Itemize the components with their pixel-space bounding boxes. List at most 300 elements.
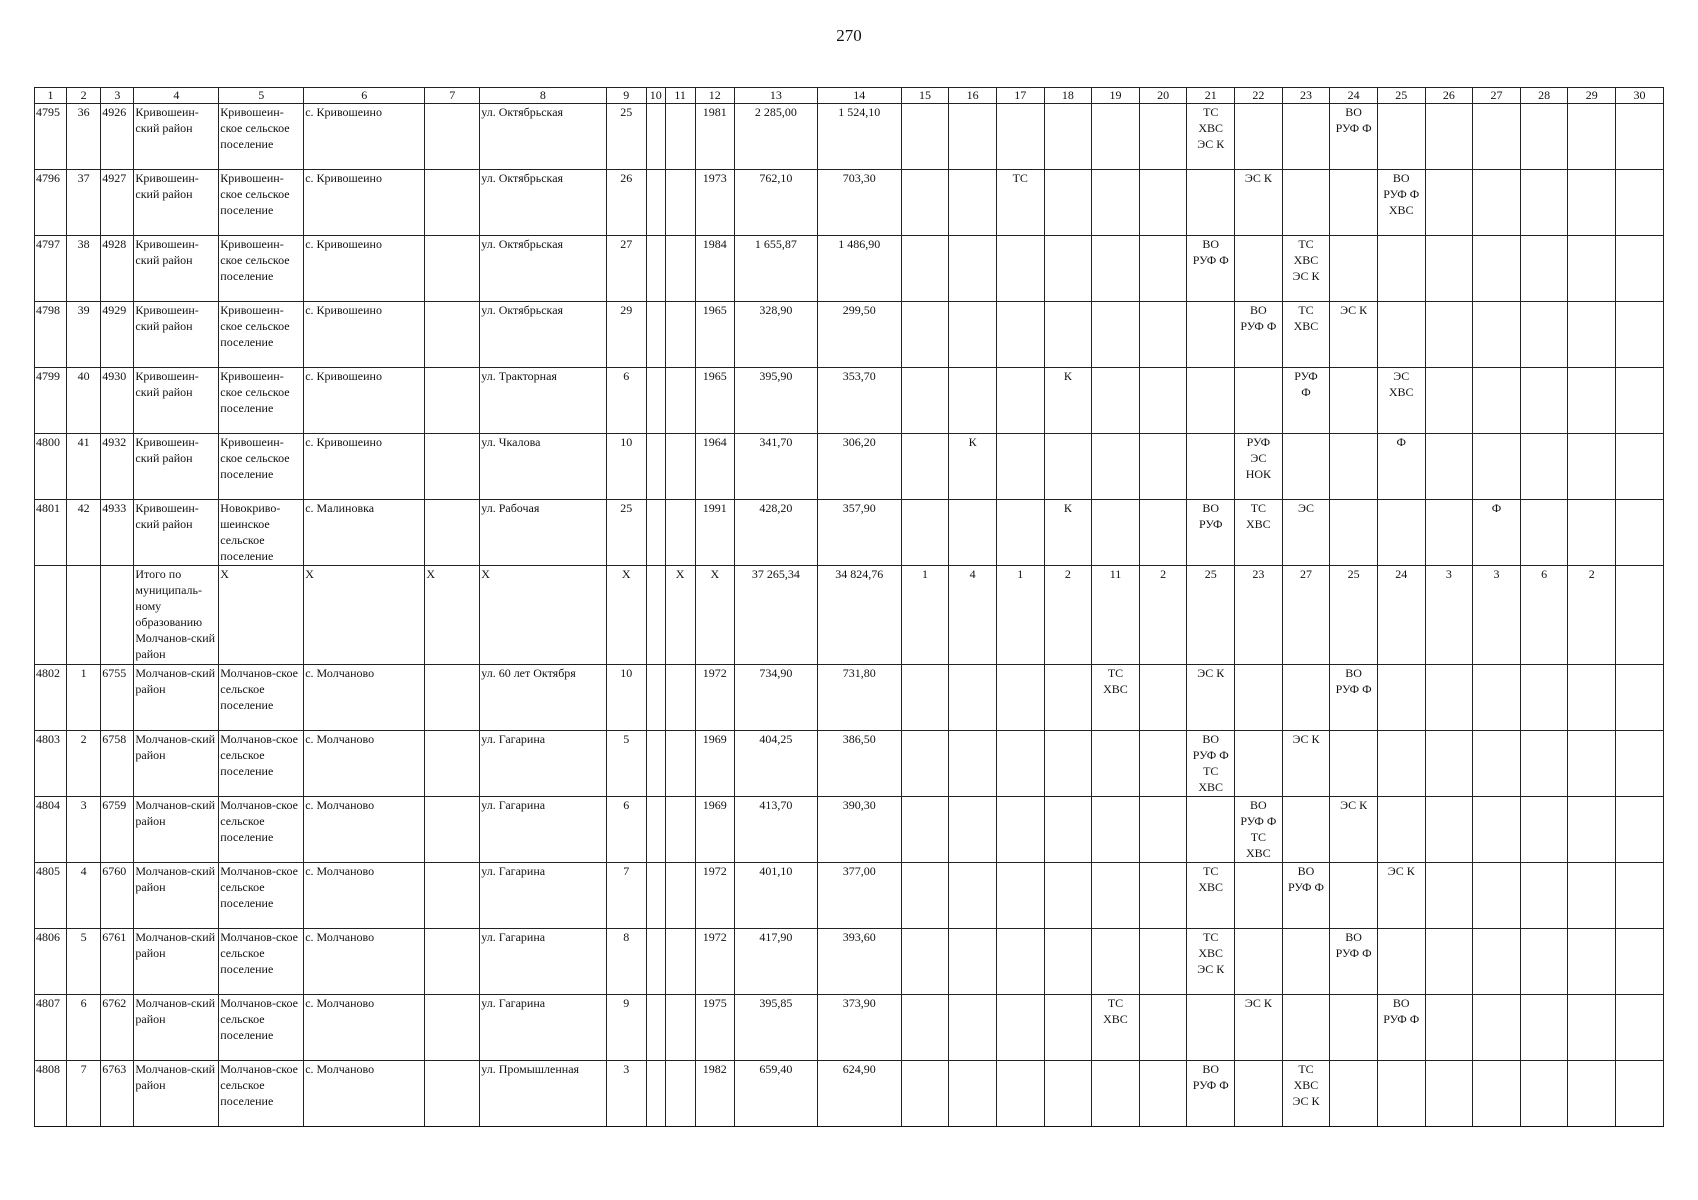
cell-col-15 [901, 665, 949, 731]
cell-col-19 [1092, 104, 1140, 170]
cell-col-12: 1984 [695, 236, 734, 302]
cell-col-12: 1964 [695, 434, 734, 500]
cell-col-7 [425, 665, 480, 731]
cell-col-7 [425, 302, 480, 368]
cell-col-25: Ф [1377, 434, 1425, 500]
cell-col-28 [1520, 995, 1568, 1061]
cell-col-8: ул. Октябрьская [480, 104, 606, 170]
cell-col-12: 1973 [695, 170, 734, 236]
table-row [35, 995, 1664, 1061]
cell-col-5: Молчанов-ское сельское поселение [219, 929, 304, 995]
cell-col-11 [665, 434, 695, 500]
cell-col-13: 341,70 [734, 434, 817, 500]
cell-col-6: с. Молчаново [304, 863, 425, 929]
cell-col-28 [1520, 500, 1568, 566]
cell-col-22 [1235, 731, 1283, 797]
cell-col-2: 38 [67, 236, 101, 302]
cell-col-5: Молчанов-ское сельское поселение [219, 1061, 304, 1127]
cell-col-3: 4928 [101, 236, 134, 302]
cell-col-9: 7 [606, 863, 646, 929]
cell-col-5: Кривошеин-ское сельское поселение [219, 170, 304, 236]
cell-col-29 [1568, 368, 1616, 434]
cell-col-1: 4798 [35, 302, 67, 368]
cell-col-24 [1330, 434, 1378, 500]
cell-col-28 [1520, 170, 1568, 236]
cell-col-6: с. Малиновка [304, 500, 425, 566]
table-row [35, 731, 1664, 797]
cell-col-24 [1330, 368, 1378, 434]
cell-col-3: 4933 [101, 500, 134, 566]
cell-col-29 [1568, 797, 1616, 863]
cell-col-15 [901, 104, 949, 170]
column-header-5: 5 [219, 88, 304, 104]
cell-col-27 [1473, 929, 1521, 995]
cell-col-1: 4802 [35, 665, 67, 731]
cell-col-16 [949, 731, 997, 797]
cell-col-8: ул. 60 лет Октября [480, 665, 606, 731]
cell-col-18 [1044, 929, 1092, 995]
cell-col-11: Х [665, 566, 695, 665]
cell-col-7 [425, 1061, 480, 1127]
cell-col-2: 41 [67, 434, 101, 500]
cell-col-4: Кривошеин-ский район [134, 104, 219, 170]
cell-col-20 [1139, 665, 1187, 731]
cell-col-16 [949, 797, 997, 863]
cell-col-20 [1139, 368, 1187, 434]
cell-col-22 [1235, 929, 1283, 995]
table-row [35, 929, 1664, 995]
cell-col-9: 29 [606, 302, 646, 368]
cell-col-8: ул. Тракторная [480, 368, 606, 434]
cell-col-6: с. Молчаново [304, 665, 425, 731]
cell-col-27 [1473, 434, 1521, 500]
cell-col-23 [1282, 929, 1330, 995]
cell-col-9: Х [606, 566, 646, 665]
cell-col-1: 4805 [35, 863, 67, 929]
cell-col-22: РУФ ЭС НОК [1235, 434, 1283, 500]
cell-col-20 [1139, 797, 1187, 863]
cell-col-20 [1139, 863, 1187, 929]
cell-col-15 [901, 302, 949, 368]
cell-col-16 [949, 500, 997, 566]
cell-col-4: Молчанов-ский район [134, 665, 219, 731]
cell-col-20 [1139, 995, 1187, 1061]
column-header-28: 28 [1520, 88, 1568, 104]
cell-col-28: 6 [1520, 566, 1568, 665]
cell-col-25 [1377, 302, 1425, 368]
cell-col-27 [1473, 170, 1521, 236]
cell-col-26 [1425, 104, 1473, 170]
cell-col-28 [1520, 797, 1568, 863]
cell-col-17 [996, 995, 1044, 1061]
cell-col-3 [101, 566, 134, 665]
column-header-9: 9 [606, 88, 646, 104]
cell-col-19 [1092, 797, 1140, 863]
cell-col-28 [1520, 368, 1568, 434]
cell-col-4: Молчанов-ский район [134, 929, 219, 995]
cell-col-24: ВО РУФ Ф [1330, 665, 1378, 731]
cell-col-12: 1991 [695, 500, 734, 566]
cell-col-29 [1568, 170, 1616, 236]
cell-col-25 [1377, 1061, 1425, 1127]
cell-col-26 [1425, 797, 1473, 863]
cell-col-8: ул. Гагарина [480, 863, 606, 929]
cell-col-4: Молчанов-ский район [134, 995, 219, 1061]
cell-col-10 [646, 368, 665, 434]
cell-col-13: 404,25 [734, 731, 817, 797]
cell-col-17 [996, 434, 1044, 500]
cell-col-24 [1330, 500, 1378, 566]
cell-col-1: 4803 [35, 731, 67, 797]
cell-col-28 [1520, 863, 1568, 929]
cell-col-9: 27 [606, 236, 646, 302]
cell-col-9: 26 [606, 170, 646, 236]
cell-col-13: 328,90 [734, 302, 817, 368]
register-table [34, 87, 1664, 1127]
cell-col-29 [1568, 236, 1616, 302]
cell-col-18 [1044, 302, 1092, 368]
cell-col-2: 4 [67, 863, 101, 929]
cell-col-12: 1972 [695, 665, 734, 731]
cell-col-30 [1616, 731, 1664, 797]
cell-col-18: К [1044, 368, 1092, 434]
cell-col-27 [1473, 236, 1521, 302]
cell-col-10 [646, 302, 665, 368]
cell-col-22 [1235, 863, 1283, 929]
cell-col-12: 1975 [695, 995, 734, 1061]
cell-col-3: 4929 [101, 302, 134, 368]
cell-col-30 [1616, 566, 1664, 665]
cell-col-26: 3 [1425, 566, 1473, 665]
cell-col-26 [1425, 929, 1473, 995]
cell-col-21: ВО РУФ [1187, 500, 1235, 566]
cell-col-6: с. Кривошеино [304, 302, 425, 368]
cell-col-7 [425, 434, 480, 500]
cell-col-20 [1139, 731, 1187, 797]
cell-col-26 [1425, 302, 1473, 368]
column-header-18: 18 [1044, 88, 1092, 104]
cell-col-5: Кривошеин-ское сельское поселение [219, 368, 304, 434]
cell-col-4: Молчанов-ский район [134, 863, 219, 929]
column-header-11: 11 [665, 88, 695, 104]
cell-col-19 [1092, 731, 1140, 797]
cell-col-26 [1425, 863, 1473, 929]
column-header-15: 15 [901, 88, 949, 104]
cell-col-16: К [949, 434, 997, 500]
cell-col-17 [996, 500, 1044, 566]
cell-col-10 [646, 731, 665, 797]
cell-col-30 [1616, 368, 1664, 434]
cell-col-19 [1092, 863, 1140, 929]
cell-col-25 [1377, 236, 1425, 302]
cell-col-16 [949, 995, 997, 1061]
cell-col-30 [1616, 665, 1664, 731]
cell-col-23: 27 [1282, 566, 1330, 665]
cell-col-22: ВО РУФ Ф [1235, 302, 1283, 368]
cell-col-24 [1330, 236, 1378, 302]
cell-col-20 [1139, 302, 1187, 368]
cell-col-23: ЭС [1282, 500, 1330, 566]
cell-col-18 [1044, 863, 1092, 929]
cell-col-6: Х [304, 566, 425, 665]
cell-col-30 [1616, 104, 1664, 170]
column-header-10: 10 [646, 88, 665, 104]
cell-col-24: ВО РУФ Ф [1330, 104, 1378, 170]
cell-col-5: Молчанов-ское сельское поселение [219, 863, 304, 929]
cell-col-3: 6759 [101, 797, 134, 863]
cell-col-3: 6763 [101, 1061, 134, 1127]
cell-col-22: ВО РУФ Ф ТС ХВС [1235, 797, 1283, 863]
cell-col-24 [1330, 170, 1378, 236]
cell-col-15 [901, 731, 949, 797]
cell-col-30 [1616, 236, 1664, 302]
column-header-26: 26 [1425, 88, 1473, 104]
cell-col-6: с. Кривошеино [304, 170, 425, 236]
cell-col-5: Х [219, 566, 304, 665]
cell-col-27 [1473, 104, 1521, 170]
cell-col-3: 6758 [101, 731, 134, 797]
cell-col-1: 4806 [35, 929, 67, 995]
cell-col-10 [646, 434, 665, 500]
cell-col-15 [901, 797, 949, 863]
cell-col-12: 1969 [695, 797, 734, 863]
cell-col-26 [1425, 236, 1473, 302]
table-row [35, 236, 1664, 302]
cell-col-11 [665, 1061, 695, 1127]
cell-col-8: ул. Октябрьская [480, 302, 606, 368]
cell-col-13: 395,90 [734, 368, 817, 434]
cell-col-10 [646, 236, 665, 302]
cell-col-25: ВО РУФ Ф ХВС [1377, 170, 1425, 236]
cell-col-3: 6755 [101, 665, 134, 731]
cell-col-16 [949, 104, 997, 170]
cell-col-19 [1092, 368, 1140, 434]
cell-col-4: Кривошеин-ский район [134, 236, 219, 302]
column-header-30: 30 [1616, 88, 1664, 104]
cell-col-12: 1982 [695, 1061, 734, 1127]
cell-col-3: 4926 [101, 104, 134, 170]
cell-col-28 [1520, 665, 1568, 731]
cell-col-30 [1616, 995, 1664, 1061]
cell-col-1: 4795 [35, 104, 67, 170]
cell-col-18 [1044, 104, 1092, 170]
cell-col-13: 428,20 [734, 500, 817, 566]
table-row [35, 500, 1664, 566]
cell-col-26 [1425, 434, 1473, 500]
cell-col-28 [1520, 929, 1568, 995]
cell-col-6: с. Молчаново [304, 995, 425, 1061]
cell-col-18: 2 [1044, 566, 1092, 665]
cell-col-28 [1520, 236, 1568, 302]
table-row [35, 104, 1664, 170]
cell-col-4: Молчанов-ский район [134, 731, 219, 797]
cell-col-20 [1139, 500, 1187, 566]
cell-col-17 [996, 665, 1044, 731]
cell-col-26 [1425, 995, 1473, 1061]
cell-col-7 [425, 731, 480, 797]
cell-col-2: 5 [67, 929, 101, 995]
column-header-1: 1 [35, 88, 67, 104]
cell-col-11 [665, 995, 695, 1061]
cell-col-11 [665, 665, 695, 731]
cell-col-21: ВО РУФ Ф [1187, 236, 1235, 302]
cell-col-5: Молчанов-ское сельское поселение [219, 995, 304, 1061]
cell-col-20 [1139, 929, 1187, 995]
cell-col-5: Молчанов-ское сельское поселение [219, 797, 304, 863]
cell-col-17 [996, 368, 1044, 434]
cell-col-29: 2 [1568, 566, 1616, 665]
cell-col-7 [425, 104, 480, 170]
cell-col-14: 353,70 [817, 368, 901, 434]
table-body [35, 104, 1664, 1127]
cell-col-16 [949, 665, 997, 731]
cell-col-4: Итого по муниципаль-ному образованию Молчанов-ский район [134, 566, 219, 665]
cell-col-12: Х [695, 566, 734, 665]
cell-col-11 [665, 104, 695, 170]
cell-col-28 [1520, 731, 1568, 797]
cell-col-21: ТС ХВС ЭС К [1187, 929, 1235, 995]
cell-col-27 [1473, 1061, 1521, 1127]
cell-col-13: 659,40 [734, 1061, 817, 1127]
cell-col-2: 39 [67, 302, 101, 368]
cell-col-23: ТС ХВС ЭС К [1282, 236, 1330, 302]
cell-col-14: 377,00 [817, 863, 901, 929]
cell-col-27 [1473, 797, 1521, 863]
cell-col-17 [996, 731, 1044, 797]
cell-col-11 [665, 500, 695, 566]
cell-col-3: 4932 [101, 434, 134, 500]
cell-col-15 [901, 500, 949, 566]
cell-col-13: 395,85 [734, 995, 817, 1061]
cell-col-7 [425, 170, 480, 236]
cell-col-21 [1187, 170, 1235, 236]
table-row [35, 368, 1664, 434]
cell-col-29 [1568, 1061, 1616, 1127]
cell-col-24: 25 [1330, 566, 1378, 665]
cell-col-7 [425, 929, 480, 995]
cell-col-23 [1282, 665, 1330, 731]
cell-col-21 [1187, 797, 1235, 863]
cell-col-2: 3 [67, 797, 101, 863]
cell-col-5: Молчанов-ское сельское поселение [219, 731, 304, 797]
cell-col-19: ТС ХВС [1092, 995, 1140, 1061]
cell-col-1: 4801 [35, 500, 67, 566]
page-number: 270 [836, 26, 862, 45]
cell-col-8: ул. Рабочая [480, 500, 606, 566]
cell-col-9: 3 [606, 1061, 646, 1127]
cell-col-14: 299,50 [817, 302, 901, 368]
cell-col-10 [646, 797, 665, 863]
cell-col-27 [1473, 302, 1521, 368]
cell-col-7 [425, 995, 480, 1061]
cell-col-8: ул. Гагарина [480, 995, 606, 1061]
cell-col-27 [1473, 863, 1521, 929]
column-header-24: 24 [1330, 88, 1378, 104]
column-header-13: 13 [734, 88, 817, 104]
cell-col-15 [901, 995, 949, 1061]
cell-col-26 [1425, 170, 1473, 236]
cell-col-24: ЭС К [1330, 302, 1378, 368]
cell-col-21 [1187, 434, 1235, 500]
cell-col-29 [1568, 665, 1616, 731]
cell-col-1: 4808 [35, 1061, 67, 1127]
cell-col-5: Кривошеин-ское сельское поселение [219, 104, 304, 170]
cell-col-20 [1139, 434, 1187, 500]
cell-col-21 [1187, 368, 1235, 434]
cell-col-8: Х [480, 566, 606, 665]
cell-col-8: ул. Октябрьская [480, 236, 606, 302]
cell-col-11 [665, 236, 695, 302]
cell-col-16 [949, 368, 997, 434]
cell-col-29 [1568, 863, 1616, 929]
cell-col-30 [1616, 170, 1664, 236]
cell-col-22 [1235, 368, 1283, 434]
cell-col-22 [1235, 236, 1283, 302]
cell-col-2: 2 [67, 731, 101, 797]
cell-col-14: 1 524,10 [817, 104, 901, 170]
cell-col-2: 42 [67, 500, 101, 566]
cell-col-12: 1972 [695, 863, 734, 929]
cell-col-29 [1568, 929, 1616, 995]
cell-col-18 [1044, 1061, 1092, 1127]
cell-col-2: 36 [67, 104, 101, 170]
cell-col-14: 34 824,76 [817, 566, 901, 665]
cell-col-18 [1044, 665, 1092, 731]
column-number-row [35, 88, 1664, 104]
cell-col-30 [1616, 500, 1664, 566]
cell-col-3: 4930 [101, 368, 134, 434]
cell-col-22 [1235, 104, 1283, 170]
cell-col-10 [646, 104, 665, 170]
cell-col-6: с. Молчаново [304, 797, 425, 863]
total-row [35, 566, 1664, 665]
cell-col-8: ул. Гагарина [480, 731, 606, 797]
cell-col-25 [1377, 797, 1425, 863]
cell-col-3: 6761 [101, 929, 134, 995]
cell-col-7 [425, 368, 480, 434]
table-row [35, 863, 1664, 929]
cell-col-25: ЭС К [1377, 863, 1425, 929]
cell-col-18: К [1044, 500, 1092, 566]
cell-col-17 [996, 1061, 1044, 1127]
cell-col-11 [665, 797, 695, 863]
column-header-7: 7 [425, 88, 480, 104]
cell-col-28 [1520, 1061, 1568, 1127]
cell-col-24: ВО РУФ Ф [1330, 929, 1378, 995]
cell-col-15 [901, 929, 949, 995]
cell-col-24 [1330, 995, 1378, 1061]
cell-col-24 [1330, 863, 1378, 929]
cell-col-24 [1330, 731, 1378, 797]
cell-col-29 [1568, 500, 1616, 566]
cell-col-27: Ф [1473, 500, 1521, 566]
cell-col-17 [996, 302, 1044, 368]
column-header-21: 21 [1187, 88, 1235, 104]
column-header-4: 4 [134, 88, 219, 104]
cell-col-10 [646, 500, 665, 566]
cell-col-2: 40 [67, 368, 101, 434]
cell-col-15 [901, 863, 949, 929]
cell-col-22: ЭС К [1235, 995, 1283, 1061]
cell-col-4: Кривошеин-ский район [134, 302, 219, 368]
cell-col-2: 7 [67, 1061, 101, 1127]
cell-col-17 [996, 797, 1044, 863]
cell-col-29 [1568, 995, 1616, 1061]
cell-col-18 [1044, 995, 1092, 1061]
column-header-12: 12 [695, 88, 734, 104]
cell-col-4: Молчанов-ский район [134, 1061, 219, 1127]
cell-col-6: с. Кривошеино [304, 236, 425, 302]
